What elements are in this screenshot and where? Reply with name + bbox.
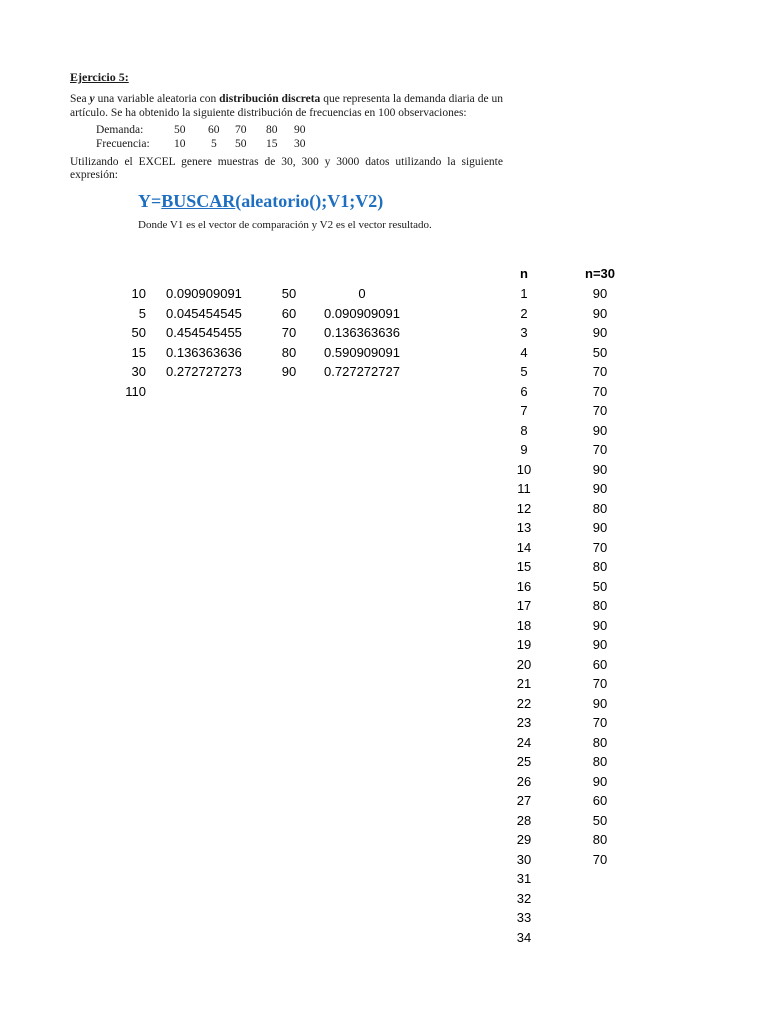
sample-index-cell: 22 xyxy=(516,695,532,711)
sample-index-cell: 33 xyxy=(516,910,532,925)
sample-value-cell: 90 xyxy=(592,773,608,789)
sample-value-cell: 60 xyxy=(592,793,608,808)
frecuencia-value: 50 xyxy=(235,138,247,150)
probability-cell: 0.136363636 xyxy=(166,344,242,360)
sample-index-cell: 12 xyxy=(516,500,532,516)
sample-value-cell: 70 xyxy=(592,383,608,399)
sample-index-cell: 13 xyxy=(516,520,532,535)
frecuencia-value: 30 xyxy=(294,138,306,150)
sample-index-cell: 20 xyxy=(516,656,532,672)
sample-index-cell: 17 xyxy=(516,598,532,613)
sample-index-cell: 31 xyxy=(516,871,532,886)
sample-index-cell: 19 xyxy=(516,637,532,652)
sample-index-cell: 16 xyxy=(516,578,532,594)
exercise-paragraph-2: Utilizando el EXCEL genere muestras de 30, 300 y 3000 datos utilizando la siguiente expresión: xyxy=(70,156,503,181)
sample-index-cell: 27 xyxy=(516,793,532,808)
sample-value-cell: 80 xyxy=(592,500,608,516)
probability-cell: 0.045454545 xyxy=(166,305,242,321)
sample-value-cell: 90 xyxy=(592,637,608,652)
cumulative-cell: 0.090909091 xyxy=(324,305,400,321)
sample-index-cell: 18 xyxy=(516,617,532,633)
demanda-value: 50 xyxy=(174,124,186,136)
sample-value-cell: 70 xyxy=(592,676,608,691)
frequency-cell: 5 xyxy=(138,305,146,321)
sample-index-cell: 2 xyxy=(520,305,528,321)
sample-value-cell: 80 xyxy=(592,559,608,574)
demand-cell: 80 xyxy=(281,344,297,360)
sample-value-cell: 50 xyxy=(592,812,608,828)
demanda-value: 60 xyxy=(208,124,220,136)
sample-value-cell: 90 xyxy=(592,695,608,711)
frequency-cell: 30 xyxy=(131,364,146,379)
cumulative-cell: 0.136363636 xyxy=(324,325,400,340)
demand-cell: 90 xyxy=(281,364,297,379)
sample-index-cell: 29 xyxy=(516,832,532,847)
demand-cell: 60 xyxy=(281,305,297,321)
sample-index-cell: 32 xyxy=(516,890,532,906)
sample-index-cell: 1 xyxy=(520,286,528,301)
sample-index-cell: 6 xyxy=(520,383,528,399)
frecuencia-value: 15 xyxy=(266,138,278,150)
sample-value-cell: 70 xyxy=(592,851,608,867)
exercise-paragraph-1: Sea y una variable aleatoria con distribución discreta que representa la demanda diaria de un artículo. Se ha obtenido la siguiente distribución de frecuencias en 100 observaciones: xyxy=(70,93,504,119)
frequency-cell: 50 xyxy=(131,325,146,340)
sample-index-cell: 14 xyxy=(516,539,532,555)
sample-value-cell: 70 xyxy=(592,364,608,379)
sample-index-cell: 30 xyxy=(516,851,532,867)
sample-index-cell: 28 xyxy=(516,812,532,828)
demanda-value: 90 xyxy=(294,124,306,136)
demanda-label: Demanda: xyxy=(96,124,144,136)
sample-value-cell: 90 xyxy=(592,617,608,633)
header-n30: n=30 xyxy=(585,266,615,281)
formula-note: Donde V1 es el vector de comparación y V2 es el vector resultado. xyxy=(138,219,432,231)
sample-value-cell: 90 xyxy=(592,481,608,496)
sample-index-cell: 34 xyxy=(516,929,532,945)
sample-value-cell: 70 xyxy=(592,403,608,418)
cumulative-cell: 0 xyxy=(358,286,366,301)
sample-value-cell: 90 xyxy=(592,520,608,535)
frequency-cell: 15 xyxy=(131,344,146,360)
sample-index-cell: 9 xyxy=(520,442,528,457)
sample-index-cell: 11 xyxy=(517,481,531,496)
sample-value-cell: 80 xyxy=(592,832,608,847)
demanda-value: 80 xyxy=(266,124,278,136)
frequency-cell: 10 xyxy=(131,286,146,301)
sample-index-cell: 7 xyxy=(520,403,528,418)
sample-value-cell: 70 xyxy=(592,442,608,457)
sample-value-cell: 80 xyxy=(592,754,608,769)
frecuencia-value: 10 xyxy=(174,138,186,150)
sample-index-cell: 24 xyxy=(516,734,532,750)
sample-value-cell: 80 xyxy=(592,598,608,613)
sample-index-cell: 4 xyxy=(520,344,528,360)
cumulative-cell: 0.590909091 xyxy=(324,344,400,360)
probability-cell: 0.454545455 xyxy=(166,325,242,340)
sample-index-cell: 3 xyxy=(520,325,528,340)
sample-value-cell: 60 xyxy=(592,656,608,672)
sample-value-cell: 70 xyxy=(592,715,608,730)
demanda-value: 70 xyxy=(235,124,247,136)
demand-cell: 70 xyxy=(281,325,297,340)
sample-value-cell: 50 xyxy=(592,578,608,594)
sample-index-cell: 15 xyxy=(516,559,532,574)
frecuencia-value: 5 xyxy=(211,138,217,150)
sample-index-cell: 5 xyxy=(520,364,528,379)
demand-cell: 50 xyxy=(281,286,297,301)
probability-cell: 0.090909091 xyxy=(166,286,242,301)
sample-index-cell: 10 xyxy=(516,461,532,477)
sample-index-cell: 21 xyxy=(516,676,532,691)
frequency-total-cell: 110 xyxy=(125,383,146,399)
sample-value-cell: 90 xyxy=(592,461,608,477)
sample-index-cell: 25 xyxy=(516,754,532,769)
cumulative-cell: 0.727272727 xyxy=(324,364,400,379)
probability-cell: 0.272727273 xyxy=(166,364,242,379)
frecuencia-label: Frecuencia: xyxy=(96,138,150,150)
sample-value-cell: 50 xyxy=(592,344,608,360)
exercise-title: Ejercicio 5: xyxy=(70,70,129,84)
sample-value-cell: 90 xyxy=(592,325,608,340)
sample-index-cell: 8 xyxy=(520,422,528,438)
sample-value-cell: 70 xyxy=(592,539,608,555)
header-n: n xyxy=(520,266,528,281)
sample-value-cell: 80 xyxy=(592,734,608,750)
sample-index-cell: 23 xyxy=(516,715,532,730)
sample-value-cell: 90 xyxy=(592,286,608,301)
sample-value-cell: 90 xyxy=(592,422,608,438)
formula: Y=BUSCAR(aleatorio();V1;V2) xyxy=(138,191,384,211)
sample-index-cell: 26 xyxy=(516,773,532,789)
sample-value-cell: 90 xyxy=(592,305,608,321)
